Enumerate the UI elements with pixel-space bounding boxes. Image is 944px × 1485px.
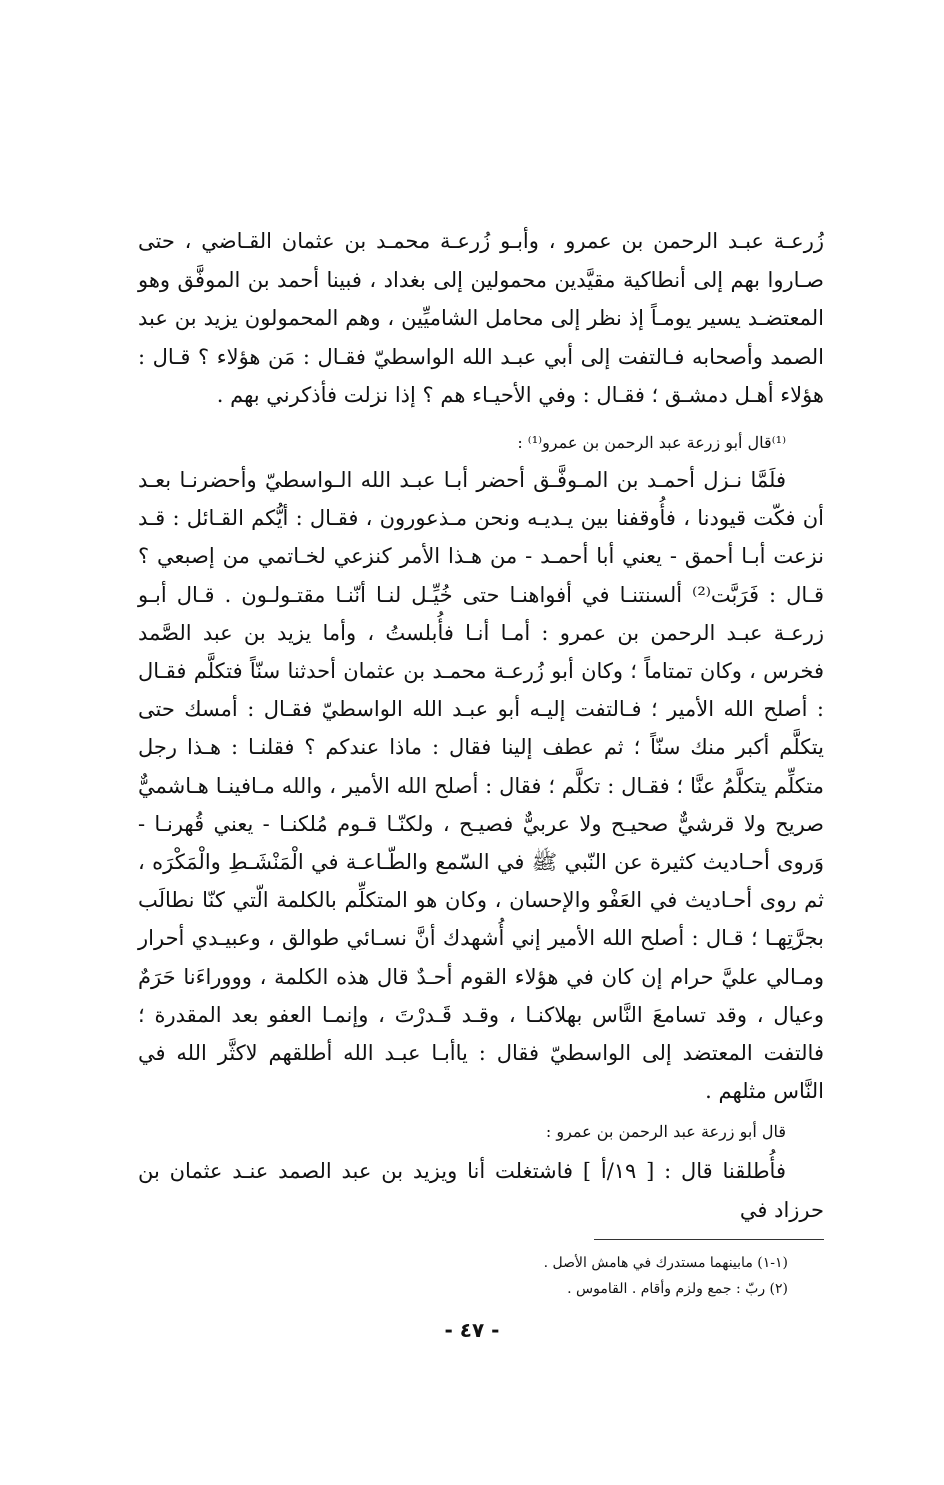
section-heading-2: قال أبو زرعة عبد الرحمن بن عمرو : — [545, 1122, 786, 1142]
footnote-divider — [594, 1239, 824, 1240]
section-heading-1: ⁽¹⁾قال أبو زرعة عبد الرحمن بن عمرو⁽¹⁾ : — [517, 432, 786, 452]
footnote-1: (١-١) مابينهما مستدرك في هامش الأصل . — [543, 1254, 788, 1271]
page-number: - ٤٧ - — [444, 1318, 500, 1342]
body-paragraph-1: زُرعـة عبـد الرحمن بن عمرو ، وأبـو زُرعـة محمـد بن عثمان القـاضي ، حتى صـاروا بهم إلى أنطاكية مقيَّدين محمولين إلى بغداد ، فبينا أحمد بن الموفَّق وهو المعتضـد يسير يومـاً إذ نظر إلى محامل الشاميِّين ، وهم المحمولون يزيد بن عبد الصمد وأصحابه فـالتفت إلى أبي عبـد الله الواسطيّ فقـال : مَن هؤلاء ؟ قـال : هؤلاء أهـل دمشـق ؛ فقـال : وفي الأحيـاء هم ؟ إذا نزلت فأذكرني بهم . — [138, 229, 824, 408]
footnote-2: (٢) ربّ : جمع ولزم وأقام . القاموس . — [567, 1280, 788, 1297]
page-content — [138, 222, 824, 1302]
body-paragraph-3: فأُطلقنا قال : [ ١٩/أ ] فاشتغلت أنا ويزيد بن عبد الصمد عنـد عثمان بن حرزاد في — [138, 1159, 824, 1222]
body-paragraph-2: فلَمَّا نـزل أحمـد بن المـوفَّـق أحضر أبـا عبـد الله الـواسطيّ وأحضرنـا بعـد أن فكّت قيودنا ، فأُوقفنا بين يـديـه ونحن مـذعورون ، فقـال : أيُّكم القـائل : قـد نزعت أبـا أحمق - يعني أبا أحمـد - من هـذا الأمر كنزعي لخـاتمي من إصبعي ؟ قـال : فَرَبَّت⁽²⁾ ألسنتنـا في أفواهنـا حتى خُيِّـل لنـا أنّنـا مقتـولـون . قـال أبـو زرعـة عبـد الرحمن بن عمرو : أمـا أنـا فأُبلستُ ، وأما يزيد بن عبد الصَّمد فخرس ، وكان تمتاماً ؛ وكان أبو زُرعـة محمـد بن عثمان أحدثنا سنّاً فتكلَّم فقـال : أصلح الله الأمير ؛ فـالتفت إليـه أبو عبـد الله الواسطيّ فقـال : أمسك حتى يتكلَّم أكبر منك سنّاً ؛ ثم عطف إلينا فقال : ماذا عندكم ؟ فقلنـا : هـذا رجل متكلِّم يتكلَّمُ عنَّا ؛ فقـال : تكلَّم ؛ فقال : أصلح الله الأمير ، والله مـافينـا هـاشميٌّ صريح ولا قرشيٌّ صحيـح ولا عربيٌّ فصيـح ، ولكنّـا قـوم مُلكنـا - يعني قُهرنـا - وَروى أحـاديث كثيرة عن النّبي ﷺ في السّمع والطّـاعـة في الْمَنْشَـطِ والْمَكْرَه ، ثم روى أحـاديث في العَفْو والإحسان ، وكان هو المتكلِّم بالكلمة الّتي كنّا نطالَب بجرَّتِهـا ؛ قـال : أصلح الله الأمير إني أُشهدك أنَّ نسـائي طوالق ، وعبيـدي أحرار ومـالي عليَّ حرام إن كان في هؤلاء القوم أحـدٌ قال هذه الكلمة ، وووراءَنا حَرَمٌ وعيال ، وقد تسامعَ النَّاس بهلاكنـا ، وقـد قَـدرْتَ ، وإنمـا العفو بعد المقدرة ؛ فالتفت المعتضد إلى الواسطيّ فقال : ياأبـا عبـد الله أطلقهم لاكثَّر الله في النَّاس مثلهم . — [138, 467, 824, 1104]
footnotes — [138, 1250, 824, 1302]
